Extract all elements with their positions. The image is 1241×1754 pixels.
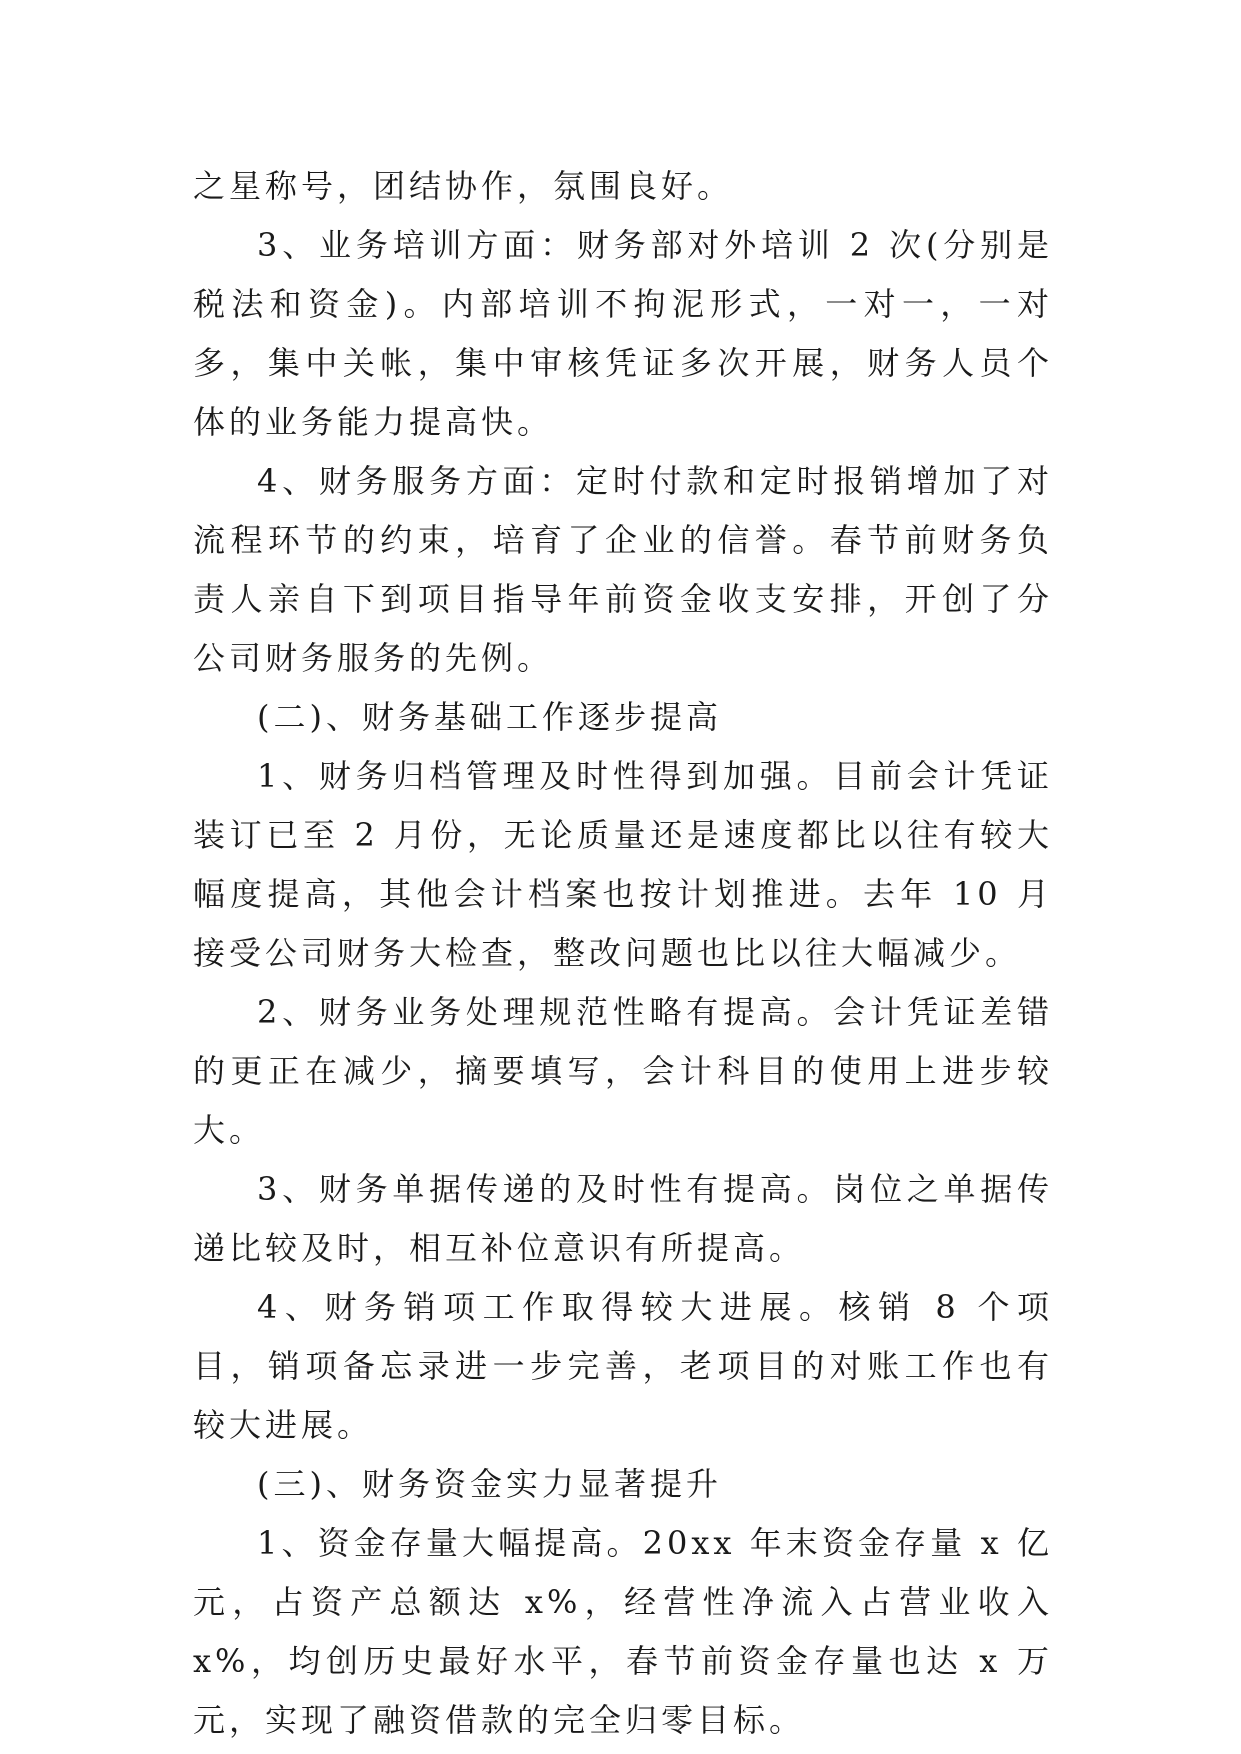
paragraph-capital-stock: 1、资金存量大幅提高。20xx 年末资金存量 x 亿元，占资产总额达 x%，经营性净流入占营业收入 x%，均创历史最好水平，春节前资金存量也达 x 万元，实现了融资借款的完全归零目标。 bbox=[193, 1524, 1053, 1739]
paragraph-standardization: 2、财务业务处理规范性略有提高。会计凭证差错的更正在减少，摘要填写，会计科目的使用上进步较大。 bbox=[193, 993, 1053, 1149]
section-heading-3: (三)、财务资金实力显著提升 bbox=[257, 1465, 722, 1503]
paragraph-project-closing: 4、财务销项工作取得较大进展。核销 8 个项目，销项备忘录进一步完善，老项目的对账工作也有较大进展。 bbox=[193, 1288, 1053, 1444]
paragraph-service: 4、财务服务方面：定时付款和定时报销增加了对流程环节的约束，培育了企业的信誉。春节前财务负责人亲自下到项目指导年前资金收支安排，开创了分公司财务服务的先例。 bbox=[193, 462, 1053, 677]
section-heading-2: (二)、财务基础工作逐步提高 bbox=[257, 698, 722, 736]
document-body bbox=[193, 157, 1053, 1750]
paragraph-document-transfer: 3、财务单据传递的及时性有提高。岗位之单据传递比较及时，相互补位意识有所提高。 bbox=[193, 1170, 1053, 1267]
paragraph-archiving: 1、财务归档管理及时性得到加强。目前会计凭证装订已至 2 月份，无论质量还是速度都比以往有较大幅度提高，其他会计档案也按计划推进。去年 10 月接受公司财务大检查，整改问题也比以往大幅减少。 bbox=[193, 757, 1053, 972]
paragraph-training: 3、业务培训方面：财务部对外培训 2 次(分别是税法和资金)。内部培训不拘泥形式，一对一，一对多，集中关帐，集中审核凭证多次开展，财务人员个体的业务能力提高快。 bbox=[193, 226, 1053, 441]
paragraph-continuation: 之星称号，团结协作，氛围良好。 bbox=[193, 167, 734, 205]
